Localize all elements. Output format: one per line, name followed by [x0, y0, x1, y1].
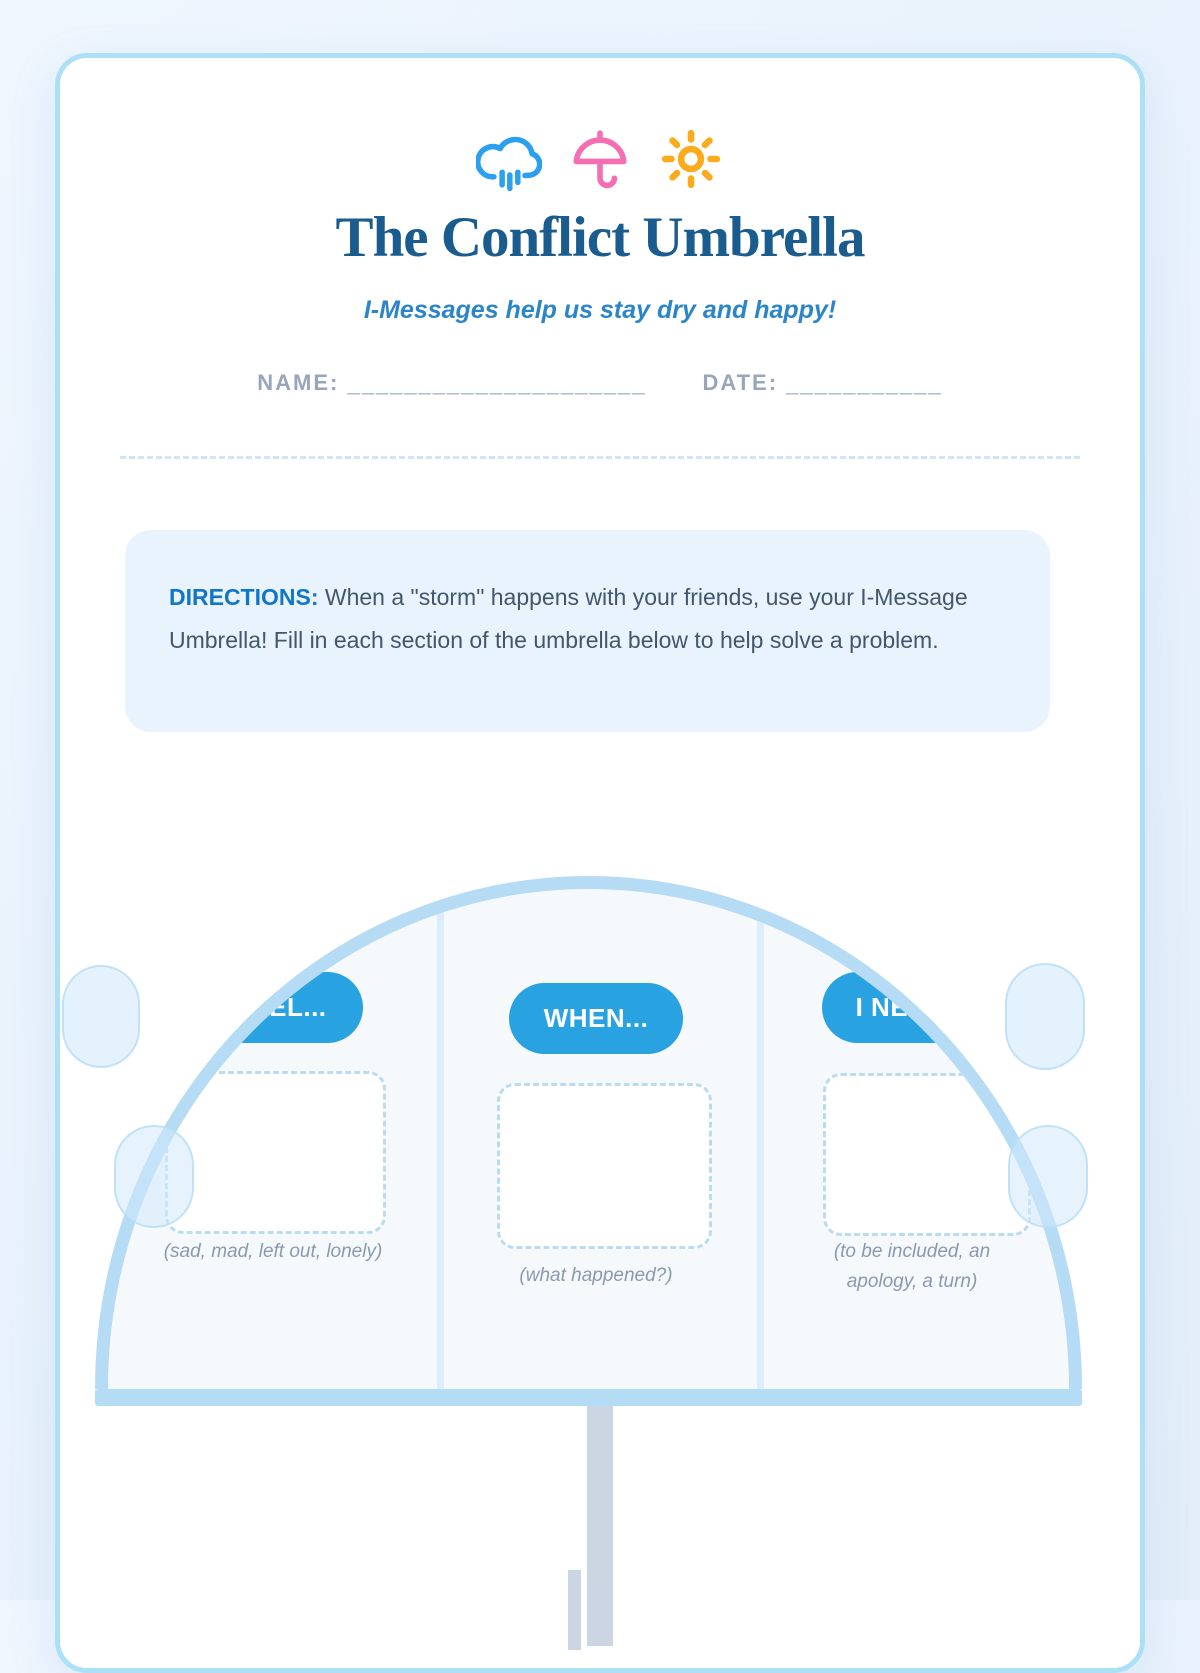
write-box-i-feel[interactable] — [165, 1071, 386, 1234]
umbrella-pole — [587, 1406, 613, 1646]
page-title: The Conflict Umbrella — [335, 206, 865, 269]
write-box-when[interactable] — [497, 1083, 712, 1249]
name-blank-line[interactable]: _____________________ — [347, 370, 647, 395]
name-date-row — [0, 370, 1200, 396]
page-subtitle: I-Messages help us stay dry and happy! — [363, 296, 837, 324]
date-field — [702, 370, 942, 396]
panel-label-i-need: I NEED... — [822, 972, 1002, 1043]
weather-icons-row — [0, 120, 1200, 198]
directions-label: DIRECTIONS: — [169, 584, 319, 610]
name-label: NAME: — [257, 370, 340, 395]
panel-divider-right — [757, 889, 764, 1389]
dashed-divider — [120, 456, 1080, 459]
decorative-raindrop-shape — [114, 1125, 194, 1228]
umbrella-rim — [95, 1389, 1082, 1406]
directions-text — [169, 576, 1006, 661]
hint-i-feel: (sad, mad, left out, lonely) — [163, 1241, 383, 1262]
name-field — [257, 370, 646, 396]
umbrella-handle-hook — [568, 1570, 581, 1650]
hint-when: (what happened?) — [519, 1265, 673, 1286]
rain-cloud-icon — [476, 126, 542, 192]
panel-label-i-feel: I FEEL... — [183, 972, 363, 1043]
panel-divider-left — [437, 889, 444, 1389]
hint-i-need: (to be included, an apology, a turn) — [833, 1241, 991, 1292]
decorative-raindrop-shape — [62, 965, 140, 1068]
date-label: DATE: — [702, 370, 779, 395]
umbrella-icon — [568, 127, 632, 191]
directions-box — [125, 530, 1050, 732]
panel-label-when: WHEN... — [509, 983, 683, 1054]
umbrella-canopy — [95, 876, 1082, 1389]
write-box-i-need[interactable] — [823, 1073, 1031, 1236]
decorative-raindrop-shape — [1005, 963, 1085, 1070]
sun-icon — [658, 126, 724, 192]
umbrella-graphic — [95, 876, 1082, 1636]
date-blank-line[interactable]: ___________ — [786, 370, 943, 395]
directions-body: When a "storm" happens with your friends, use your I-Message Umbrella! Fill in each section of the umbrella below to help solve a problem. — [169, 584, 968, 653]
decorative-raindrop-shape — [1008, 1125, 1088, 1228]
